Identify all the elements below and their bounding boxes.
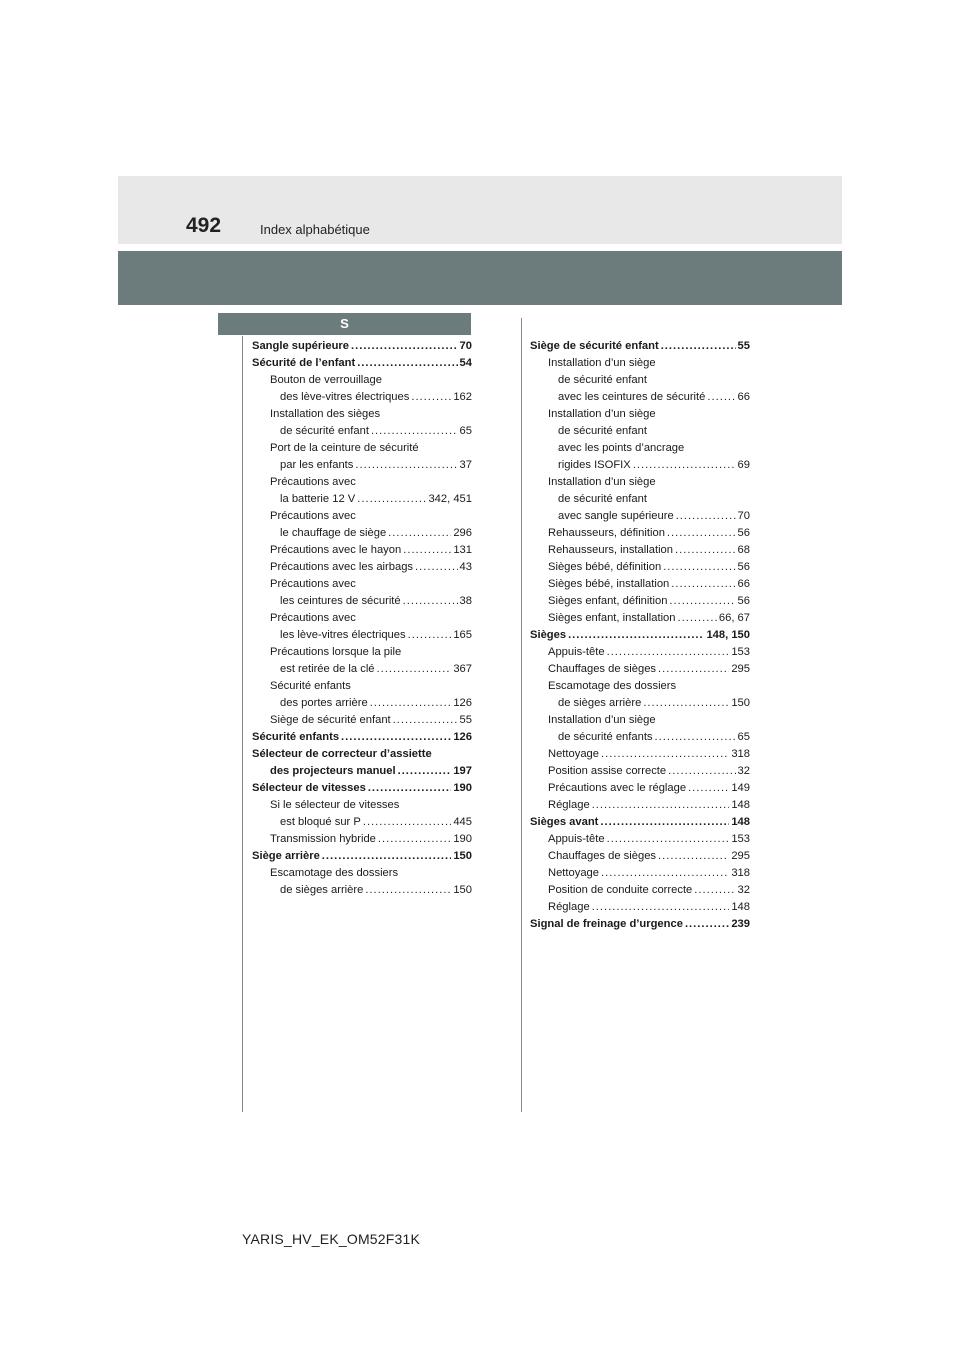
index-entry-text: Sièges enfant, définition bbox=[548, 595, 668, 607]
index-entry-text: avec les points d’ancrage bbox=[558, 442, 685, 454]
dot-leader bbox=[357, 491, 426, 508]
dot-leader bbox=[675, 542, 736, 559]
dot-leader bbox=[694, 882, 735, 899]
dot-leader bbox=[568, 627, 704, 644]
index-entry bbox=[252, 355, 472, 372]
dot-leader bbox=[685, 916, 729, 933]
index-subentry bbox=[530, 746, 750, 763]
index-entry-text: Rehausseurs, définition bbox=[548, 527, 665, 539]
index-subentry bbox=[252, 882, 472, 899]
index-page-ref: 150 bbox=[453, 850, 472, 862]
index-subentry bbox=[530, 695, 750, 712]
index-subentry bbox=[530, 610, 750, 627]
index-entry-text: Précautions avec bbox=[270, 476, 356, 488]
index-subentry bbox=[252, 440, 472, 457]
index-page-ref: 295 bbox=[731, 850, 750, 862]
index-subentry bbox=[530, 406, 750, 423]
dot-leader bbox=[633, 457, 736, 474]
index-entry-text: avec les ceintures de sécurité bbox=[558, 391, 706, 403]
index-page-ref: 54 bbox=[459, 357, 472, 369]
index-page-ref: 65 bbox=[459, 425, 472, 437]
index-entry-text: des portes arrière bbox=[280, 697, 368, 709]
dot-leader bbox=[592, 899, 730, 916]
index-page-ref: 190 bbox=[453, 782, 472, 794]
index-column-left bbox=[252, 338, 472, 899]
index-entry-text: Réglage bbox=[548, 799, 590, 811]
index-page-ref: 66 bbox=[737, 578, 750, 590]
index-page-ref: 55 bbox=[737, 340, 750, 352]
dot-leader bbox=[688, 780, 729, 797]
index-page-ref: 148 bbox=[731, 799, 750, 811]
dot-leader bbox=[600, 814, 729, 831]
index-page-ref: 55 bbox=[459, 714, 472, 726]
index-subentry bbox=[530, 882, 750, 899]
dot-leader bbox=[341, 729, 451, 746]
index-entry bbox=[530, 814, 750, 831]
index-subentry bbox=[530, 797, 750, 814]
index-subentry bbox=[252, 610, 472, 627]
index-page-ref: 445 bbox=[453, 816, 472, 828]
index-page-ref: 149 bbox=[731, 782, 750, 794]
index-entry bbox=[252, 338, 472, 355]
index-subentry bbox=[530, 661, 750, 678]
index-subentry bbox=[252, 627, 472, 644]
index-subentry bbox=[530, 712, 750, 729]
index-subentry bbox=[252, 457, 472, 474]
index-entry bbox=[252, 848, 472, 865]
dot-leader bbox=[351, 338, 458, 355]
index-entry-text: Siège de sécurité enfant bbox=[530, 340, 659, 352]
index-page-ref: 131 bbox=[453, 544, 472, 556]
index-page-ref: 239 bbox=[731, 918, 750, 930]
index-page-ref: 70 bbox=[737, 510, 750, 522]
index-entry-text: Précautions avec les airbags bbox=[270, 561, 414, 573]
index-entry-text: Transmission hybride bbox=[270, 833, 376, 845]
index-entry-text: Nettoyage bbox=[548, 867, 599, 879]
dot-leader bbox=[365, 882, 451, 899]
index-entry-text: Sièges avant bbox=[530, 816, 599, 828]
index-entry-text: Sangle supérieure bbox=[252, 340, 349, 352]
dot-leader bbox=[663, 559, 735, 576]
index-page-ref: 148 bbox=[731, 901, 750, 913]
dot-leader bbox=[411, 389, 451, 406]
index-entry-text: par les enfants bbox=[280, 459, 354, 471]
dot-leader bbox=[368, 780, 452, 797]
dot-leader bbox=[658, 661, 729, 678]
index-entry-text: de sécurité enfant bbox=[558, 374, 647, 386]
index-subentry bbox=[530, 355, 750, 372]
index-subentry bbox=[252, 508, 472, 525]
index-page-ref: 66 bbox=[737, 391, 750, 403]
page-number: 492 bbox=[186, 214, 222, 237]
index-entry-text: Installation d’un siège bbox=[548, 476, 656, 488]
index-subentry bbox=[530, 865, 750, 882]
index-subentry bbox=[252, 406, 472, 423]
index-subentry bbox=[530, 678, 750, 695]
index-entry-text: de sièges arrière bbox=[558, 697, 642, 709]
index-entry bbox=[252, 746, 472, 763]
dot-leader bbox=[671, 576, 735, 593]
index-subentry bbox=[252, 797, 472, 814]
index-subentry bbox=[530, 644, 750, 661]
dot-leader bbox=[322, 848, 452, 865]
dot-leader bbox=[371, 423, 458, 440]
index-entry-text: Escamotage des dossiers bbox=[548, 680, 677, 692]
index-subentry bbox=[530, 457, 750, 474]
index-entry-text: la batterie 12 V bbox=[280, 493, 356, 505]
index-subentry bbox=[252, 474, 472, 491]
index-subentry bbox=[530, 474, 750, 491]
index-page-ref: 150 bbox=[453, 884, 472, 896]
index-entry-text: Installation d’un siège bbox=[548, 714, 656, 726]
index-entry-text: de sécurité enfant bbox=[558, 425, 647, 437]
index-entry-text: Nettoyage bbox=[548, 748, 599, 760]
dot-leader bbox=[669, 593, 735, 610]
dot-leader bbox=[355, 457, 457, 474]
index-page-ref: 148 bbox=[731, 816, 750, 828]
index-entry-text: Sièges enfant, installation bbox=[548, 612, 676, 624]
index-entry-text: de sièges arrière bbox=[280, 884, 364, 896]
index-entry-text: Précautions lorsque la pile bbox=[270, 646, 402, 658]
index-entry-text: Réglage bbox=[548, 901, 590, 913]
index-entry-text: Si le sélecteur de vitesses bbox=[270, 799, 400, 811]
index-entry-text: est bloqué sur P bbox=[280, 816, 361, 828]
index-entry-text: Sécurité de l’enfant bbox=[252, 357, 356, 369]
dot-leader bbox=[678, 610, 717, 627]
index-entry-text: Chauffages de sièges bbox=[548, 663, 657, 675]
index-entry-text: Installation d’un siège bbox=[548, 357, 656, 369]
dot-leader bbox=[398, 763, 452, 780]
dot-leader bbox=[655, 729, 736, 746]
left-divider bbox=[242, 336, 243, 1112]
index-entry-text: Sièges bébé, installation bbox=[548, 578, 670, 590]
index-subentry bbox=[530, 525, 750, 542]
index-subentry bbox=[252, 678, 472, 695]
index-page-ref: 148, 150 bbox=[706, 629, 750, 641]
document-code: YARIS_HV_EK_OM52F31K bbox=[242, 1231, 421, 1247]
index-entry-text: Siège arrière bbox=[252, 850, 320, 862]
index-subentry bbox=[530, 763, 750, 780]
index-subentry bbox=[530, 440, 750, 457]
index-subentry bbox=[530, 423, 750, 440]
index-page-ref: 56 bbox=[737, 595, 750, 607]
index-page-ref: 153 bbox=[731, 833, 750, 845]
index-page-ref: 295 bbox=[731, 663, 750, 675]
index-entry-text: Sélecteur de vitesses bbox=[252, 782, 366, 794]
index-page-ref: 69 bbox=[737, 459, 750, 471]
index-entry-text: Installation des sièges bbox=[270, 408, 381, 420]
index-entry-text: Sécurité enfants bbox=[252, 731, 340, 743]
index-page-ref: 56 bbox=[737, 527, 750, 539]
dot-leader bbox=[667, 525, 736, 542]
index-page-ref: 32 bbox=[737, 765, 750, 777]
dot-leader bbox=[408, 627, 452, 644]
index-subentry bbox=[252, 389, 472, 406]
index-subentry bbox=[252, 695, 472, 712]
index-entry-text: est retirée de la clé bbox=[280, 663, 375, 675]
index-subentry bbox=[530, 542, 750, 559]
index-page-ref: 190 bbox=[453, 833, 472, 845]
dot-leader bbox=[668, 763, 735, 780]
index-subentry bbox=[252, 525, 472, 542]
index-subentry bbox=[252, 712, 472, 729]
dot-leader bbox=[601, 865, 729, 882]
index-page-ref: 37 bbox=[459, 459, 472, 471]
index-page-ref: 32 bbox=[737, 884, 750, 896]
index-entry-text: rigides ISOFIX bbox=[558, 459, 631, 471]
index-entry-text: Sélecteur de correcteur d’assiette bbox=[252, 748, 432, 760]
index-entry bbox=[252, 729, 472, 746]
index-page-ref: 65 bbox=[737, 731, 750, 743]
index-subentry bbox=[530, 372, 750, 389]
index-entry-text: Bouton de verrouillage bbox=[270, 374, 382, 386]
index-entry-text: avec sangle supérieure bbox=[558, 510, 674, 522]
index-subentry bbox=[252, 559, 472, 576]
dot-leader bbox=[643, 695, 729, 712]
index-entry-text: Chauffages de sièges bbox=[548, 850, 657, 862]
index-page-ref: 318 bbox=[731, 748, 750, 760]
index-entry-text: de sécurité enfant bbox=[280, 425, 369, 437]
dot-leader bbox=[415, 559, 458, 576]
dot-leader bbox=[378, 831, 451, 848]
dot-leader bbox=[403, 593, 458, 610]
index-subentry bbox=[252, 763, 472, 780]
index-entry-text: Appuis-tête bbox=[548, 833, 605, 845]
index-entry-text: des projecteurs manuel bbox=[270, 765, 396, 777]
dot-leader bbox=[658, 848, 729, 865]
index-subentry bbox=[530, 508, 750, 525]
index-page-ref: 68 bbox=[737, 544, 750, 556]
dot-leader bbox=[607, 831, 730, 848]
index-subentry bbox=[530, 848, 750, 865]
index-page-ref: 153 bbox=[731, 646, 750, 658]
index-subentry bbox=[530, 729, 750, 746]
header-top-bar bbox=[118, 176, 842, 244]
index-entry-text: de sécurité enfants bbox=[558, 731, 653, 743]
dot-leader bbox=[393, 712, 458, 729]
index-entry-text: Précautions avec bbox=[270, 510, 356, 522]
index-entry-text: Précautions avec le réglage bbox=[548, 782, 687, 794]
index-subentry bbox=[252, 644, 472, 661]
dot-leader bbox=[363, 814, 451, 831]
index-subentry bbox=[530, 576, 750, 593]
index-page-ref: 70 bbox=[459, 340, 472, 352]
index-entry-text: Sièges bébé, définition bbox=[548, 561, 662, 573]
dot-leader bbox=[661, 338, 736, 355]
index-entry-text: Sécurité enfants bbox=[270, 680, 351, 692]
index-entry-text: Appuis-tête bbox=[548, 646, 605, 658]
index-entry-text: Précautions avec bbox=[270, 612, 356, 624]
index-entry bbox=[252, 780, 472, 797]
index-page-ref: 43 bbox=[459, 561, 472, 573]
index-page-ref: 197 bbox=[453, 765, 472, 777]
index-subentry bbox=[252, 814, 472, 831]
dot-leader bbox=[388, 525, 451, 542]
index-subentry bbox=[530, 593, 750, 610]
dot-leader bbox=[377, 661, 452, 678]
index-subentry bbox=[252, 372, 472, 389]
index-entry-text: Installation d’un siège bbox=[548, 408, 656, 420]
index-subentry bbox=[252, 423, 472, 440]
index-subentry bbox=[252, 576, 472, 593]
index-entry-text: Précautions avec le hayon bbox=[270, 544, 402, 556]
index-page-ref: 38 bbox=[459, 595, 472, 607]
index-subentry bbox=[252, 661, 472, 678]
center-divider bbox=[521, 318, 522, 1112]
index-entry-text: Siège de sécurité enfant bbox=[270, 714, 391, 726]
index-entry-text: Signal de freinage d’urgence bbox=[530, 918, 683, 930]
index-entry-text: Escamotage des dossiers bbox=[270, 867, 399, 879]
index-page-ref: 150 bbox=[731, 697, 750, 709]
dot-leader bbox=[601, 746, 729, 763]
dot-leader bbox=[607, 644, 730, 661]
index-entry-text: Position assise correcte bbox=[548, 765, 667, 777]
dot-leader bbox=[370, 695, 452, 712]
index-subentry bbox=[252, 865, 472, 882]
header-band bbox=[118, 251, 842, 305]
index-page-ref: 66, 67 bbox=[718, 612, 750, 624]
index-subentry bbox=[530, 491, 750, 508]
index-entry-text: de sécurité enfant bbox=[558, 493, 647, 505]
index-subentry bbox=[530, 899, 750, 916]
index-entry-text: Rehausseurs, installation bbox=[548, 544, 673, 556]
index-page-ref: 162 bbox=[453, 391, 472, 403]
dot-leader bbox=[592, 797, 730, 814]
index-page-ref: 342, 451 bbox=[428, 493, 472, 505]
index-entry-text: les lève-vitres électriques bbox=[280, 629, 406, 641]
index-entry-text: Précautions avec bbox=[270, 578, 356, 590]
index-entry bbox=[530, 916, 750, 933]
index-page-ref: 318 bbox=[731, 867, 750, 879]
index-subentry bbox=[530, 559, 750, 576]
index-entry bbox=[530, 338, 750, 355]
index-subentry bbox=[530, 831, 750, 848]
index-page-ref: 367 bbox=[453, 663, 472, 675]
index-entry-text: des lève-vitres électriques bbox=[280, 391, 410, 403]
index-subentry bbox=[530, 780, 750, 797]
index-entry-text: Port de la ceinture de sécurité bbox=[270, 442, 419, 454]
dot-leader bbox=[403, 542, 451, 559]
index-subentry bbox=[252, 491, 472, 508]
index-page-ref: 126 bbox=[453, 697, 472, 709]
section-letter-bar: S bbox=[218, 313, 471, 335]
index-column-right bbox=[530, 338, 750, 933]
index-page-ref: 165 bbox=[453, 629, 472, 641]
dot-leader bbox=[676, 508, 736, 525]
index-subentry bbox=[530, 389, 750, 406]
index-page-ref: 296 bbox=[453, 527, 472, 539]
index-entry-text: Sièges bbox=[530, 629, 567, 641]
index-subentry bbox=[252, 831, 472, 848]
index-entry-text: Position de conduite correcte bbox=[548, 884, 693, 896]
index-subentry bbox=[252, 593, 472, 610]
index-page-ref: 126 bbox=[453, 731, 472, 743]
page-title: Index alphabétique bbox=[260, 222, 370, 237]
dot-leader bbox=[357, 355, 457, 372]
index-entry-text: les ceintures de sécurité bbox=[280, 595, 401, 607]
index-page-ref: 56 bbox=[737, 561, 750, 573]
index-subentry bbox=[252, 542, 472, 559]
index-entry-text: le chauffage de siège bbox=[280, 527, 387, 539]
dot-leader bbox=[707, 389, 735, 406]
index-entry bbox=[530, 627, 750, 644]
